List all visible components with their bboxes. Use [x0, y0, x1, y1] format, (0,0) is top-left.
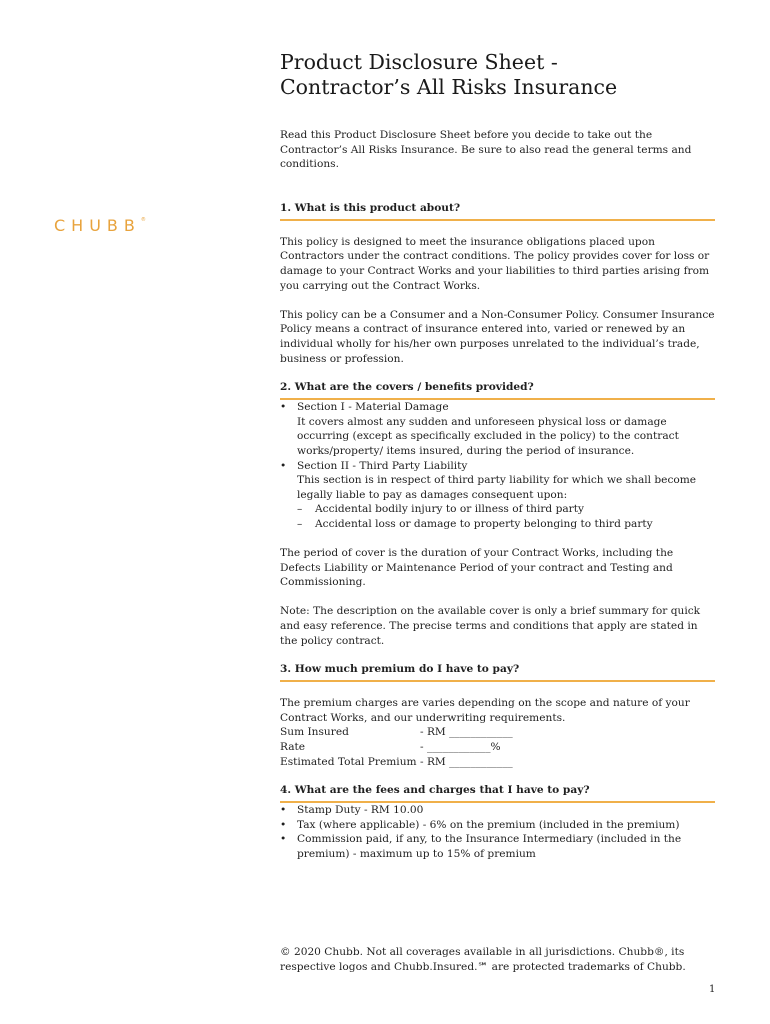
- logo-text: CHUBB: [54, 216, 141, 235]
- premium-row: [280, 725, 715, 740]
- cover-item-title: • Section II - Third Party Liability: [297, 459, 468, 472]
- title-line-1: Product Disclosure Sheet -: [280, 50, 558, 74]
- premium-value: - RM ____________: [420, 755, 513, 768]
- sublist-item: – Accidental loss or damage to property belonging to third party: [297, 517, 715, 532]
- cover-item-title: • Section I - Material Damage: [297, 401, 449, 414]
- fees-list: [280, 803, 715, 861]
- premium-label: Sum Insured: [280, 726, 349, 739]
- page-title: [280, 50, 715, 100]
- logo-registered-mark: ®: [140, 217, 146, 223]
- intro-paragraph: Read this Product Disclosure Sheet before you decide to take out the Contractor’s All Risks Insurance. Be sure to also read the general terms and conditions.: [280, 129, 692, 171]
- footer-copyright: © 2020 Chubb. Not all coverages available in all jurisdictions. Chubb®, its respective logos and Chubb.Insured.℠ are protected trademarks of Chubb.: [280, 946, 686, 973]
- premium-label: Estimated Total Premium: [280, 755, 417, 768]
- sublist-item: – Accidental bodily injury to or illness of third party: [297, 502, 715, 517]
- premium-paragraph: The premium charges are varies depending on the scope and nature of your Contract Works, and our underwriting requirements.: [280, 697, 690, 724]
- cover-item-third-party: [280, 459, 715, 532]
- fee-item: • Stamp Duty - RM 10.00: [280, 803, 715, 818]
- fee-item: • Tax (where applicable) - 6% on the premium (included in the premium): [280, 818, 715, 833]
- premium-row: [280, 755, 715, 770]
- premium-label: Rate: [280, 741, 306, 753]
- page-number: 1: [709, 984, 716, 995]
- document-body: [280, 50, 715, 862]
- chubb-logo: [54, 216, 146, 235]
- liability-sublist: [297, 502, 715, 531]
- period-of-cover-paragraph: The period of cover is the duration of your Contract Works, including the Defects Liability or Maintenance Period of your contract and Testing and Commissioning.: [280, 547, 674, 589]
- section-1-paragraph-1: This policy is designed to meet the insurance obligations placed upon Contractors under the contract conditions. The policy provides cover for loss or damage to your Contract Works and your liabilities to third parties arising from you carrying out the Contract Works.: [280, 235, 710, 292]
- note-paragraph: Note: The description on the available cover is only a brief summary for quick and easy reference. The precise terms and conditions that apply are stated in the policy contract.: [280, 605, 701, 647]
- fee-item: • Commission paid, if any, to the Insurance Intermediary (included in the premium) - maximum up to 15% of premium: [280, 832, 715, 861]
- premium-value: - ____________%: [420, 741, 501, 753]
- section-4-heading: 4. What are the fees and charges that I have to pay?: [280, 783, 715, 803]
- cover-item-material-damage: [280, 400, 715, 458]
- cover-item-text: This section is in respect of third party liability for which we shall become legally liable to pay as damages consequent upon:: [297, 474, 697, 501]
- cover-item-text: It covers almost any sudden and unforeseen physical loss or damage occurring (except as specifically excluded in the policy) to the contract works/property/ items insured, during the period of insurance.: [297, 415, 679, 457]
- premium-value: - RM ____________: [420, 726, 513, 739]
- title-line-2: Contractor’s All Risks Insurance: [280, 75, 618, 99]
- covers-list: [280, 400, 715, 531]
- section-2-heading: 2. What are the covers / benefits provided?: [280, 380, 715, 400]
- section-3-heading: 3. How much premium do I have to pay?: [280, 662, 715, 682]
- section-1-heading: 1. What is this product about?: [280, 201, 715, 221]
- premium-table: [280, 725, 715, 769]
- section-1-paragraph-2: This policy can be a Consumer and a Non-Consumer Policy. Consumer Insurance Policy means a contract of insurance entered into, varied or renewed by an individual wholly for his/her own purposes unrelated to the individual’s trade, business or profession.: [280, 308, 715, 365]
- premium-row: [280, 740, 715, 755]
